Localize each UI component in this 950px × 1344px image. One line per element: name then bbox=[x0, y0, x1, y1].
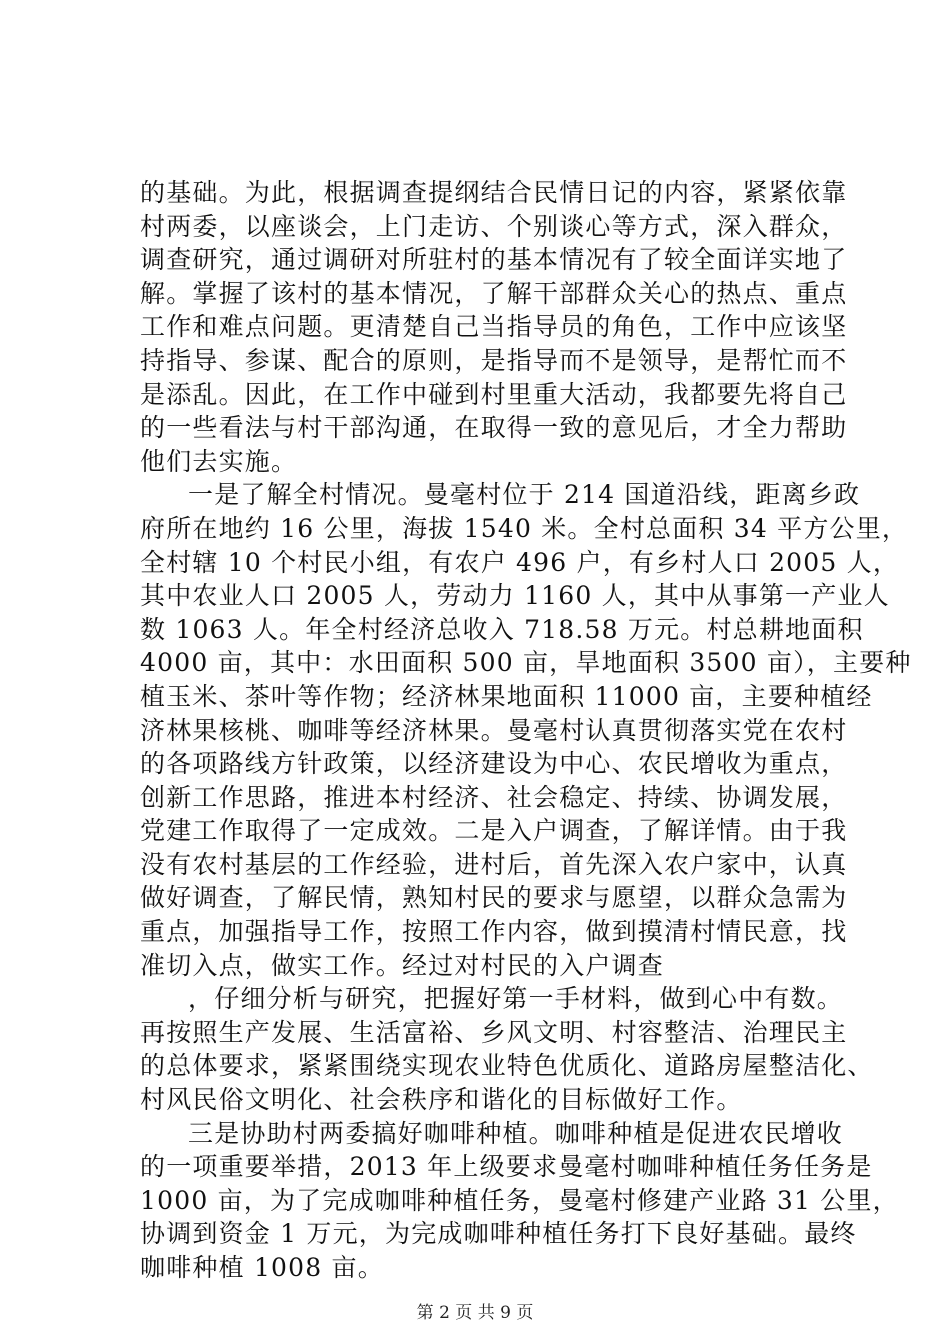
text-line: 是添乱。因此，在工作中碰到村里重大活动，我都要先将自己 bbox=[140, 379, 848, 409]
text-line: 1000 亩，为了完成咖啡种植任务，曼毫村修建产业路 31 公里， bbox=[140, 1185, 899, 1215]
text-line: 咖啡种植 1008 亩。 bbox=[140, 1253, 384, 1282]
text-line: 村风民俗文明化、社会秩序和谐化的目标做好工作。 bbox=[140, 1085, 743, 1115]
text-line: 协调到资金 1 万元，为完成咖啡种植任务打下良好基础。最终 bbox=[140, 1219, 857, 1249]
text-line: 植玉米、茶叶等作物；经济林果地面积 11000 亩，主要种植经 bbox=[140, 681, 873, 711]
text-line: 重点，加强指导工作，按照工作内容，做到摸清村情民意，找 bbox=[140, 917, 848, 947]
text-line: 的一项重要举措，2013 年上级要求曼毫村咖啡种植任务任务是 bbox=[140, 1152, 873, 1182]
text-line: 做好调查，了解民情，熟知村民的要求与愿望，以群众急需为 bbox=[140, 883, 848, 913]
text-line: 的各项路线方针政策，以经济建设为中心、农民增收为重点， bbox=[140, 749, 848, 779]
text-line: 持指导、参谋、配合的原则，是指导而不是领导，是帮忙而不 bbox=[140, 345, 848, 375]
text-line: 全村辖 10 个村民小组，有农户 496 户，有乡村人口 2005 人， bbox=[140, 547, 900, 577]
text-line: 其中农业人口 2005 人，劳动力 1160 人，其中从事第一产业人 bbox=[140, 581, 890, 611]
text-line: 创新工作思路，推进本村经济、社会稳定、持续、协调发展， bbox=[140, 782, 848, 812]
text-line: 准切入点，做实工作。经过对村民的入户调查 bbox=[140, 950, 665, 980]
text-line: 三是协助村两委搞好咖啡种植。咖啡种植是促进农民增收 bbox=[188, 1118, 844, 1148]
text-line: 一是了解全村情况。曼毫村位于 214 国道沿线，距离乡政 bbox=[188, 480, 861, 510]
text-line: 工作和难点问题。更清楚自己当指导员的角色，工作中应该坚 bbox=[140, 312, 848, 342]
text-line: 的基础。为此，根据调查提纲结合民情日记的内容，紧紧依靠 bbox=[140, 178, 848, 207]
text-line: 的一些看法与村干部沟通，在取得一致的意见后，才全力帮助 bbox=[140, 413, 848, 443]
text-line: 调查研究，通过调研对所驻村的基本情况有了较全面详实地了 bbox=[140, 245, 848, 275]
text-line: 的总体要求，紧紧围绕实现农业特色优质化、道路房屋整洁化、 bbox=[140, 1051, 874, 1081]
text-line: 再按照生产发展、生活富裕、乡风文明、村容整洁、治理民主 bbox=[140, 1017, 848, 1047]
text-line: 府所在地约 16 公里，海拔 1540 米。全村总面积 34 平方公里， bbox=[140, 513, 909, 543]
text-line: 党建工作取得了一定成效。二是入户调查，了解详情。由于我 bbox=[140, 816, 848, 846]
document-body bbox=[140, 176, 912, 1285]
text-line: 他们去实施。 bbox=[140, 446, 298, 476]
text-line: 4000 亩，其中：水田面积 500 亩，旱地面积 3500 亩），主要种 bbox=[140, 648, 912, 678]
text-line: 解。掌握了该村的基本情况，了解干部群众关心的热点、重点 bbox=[140, 278, 848, 308]
text-line: 数 1063 人。年全村经济总收入 718.58 万元。村总耕地面积 bbox=[140, 614, 864, 644]
text-line: 没有农村基层的工作经验，进村后，首先深入农户家中，认真 bbox=[140, 849, 848, 879]
page-footer: 第 2 页 共 9 页 bbox=[416, 1303, 534, 1323]
text-line: ，仔细分析与研究，把握好第一手材料，做到心中有数。 bbox=[188, 984, 844, 1014]
text-line: 村两委，以座谈会，上门走访、个别谈心等方式，深入群众， bbox=[140, 211, 848, 241]
text-line: 济林果核桃、咖啡等经济林果。曼毫村认真贯彻落实党在农村 bbox=[140, 715, 848, 745]
